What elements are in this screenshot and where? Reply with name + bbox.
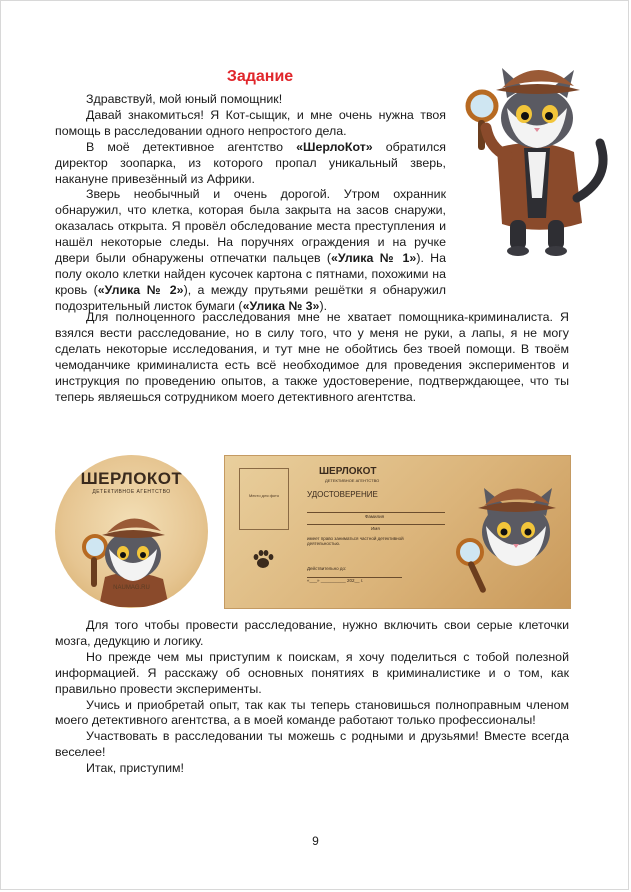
assistant-paragraph: Для полноценного расследования мне не хватает помощника-криминалиста. Я взялся вести расследование, но в силу того, что у меня не руки, а лапы, я не могу сделать некоторые исследования, и тут мне не обойтись без твоей помощи. В твоём чемоданчике криминалиста есть всё необходимое для проведения экспериментов и инструкция по проведению опытов, а также удостоверение, подтверждающее, что ты теперь являешься сотрудником моего детективного агентства. <box>55 310 569 404</box>
rights-text: имеет право заниматься частной детективной деятельностью. <box>307 536 404 546</box>
certificate-cat-icon <box>450 472 568 604</box>
surname-label: Фамилия <box>365 514 385 519</box>
ending-text <box>55 618 569 777</box>
page-number: 9 <box>312 834 319 848</box>
page-title: Задание <box>226 68 294 85</box>
certificate-logo-subtitle: ДЕТЕКТИВНОЕ АГЕНТСТВО <box>325 478 380 483</box>
clue-2-label: «Улика № 2» <box>97 282 184 297</box>
badge-logo: ШЕРЛОКОТ <box>80 469 183 488</box>
certificate-card <box>224 455 571 609</box>
greeting-paragraph: Здравствуй, мой юный помощник! <box>86 92 283 106</box>
detective-cat-illustration <box>462 48 612 258</box>
photo-placeholder: Место для фото <box>239 468 289 530</box>
date-template: «___» __________ 202__ г. <box>307 578 364 583</box>
deduction-paragraph: Для того чтобы провести расследование, нужно включить свои серые клеточки мозга, дедукцию и логику. <box>55 618 569 648</box>
name-label: Имя <box>371 526 380 531</box>
paw-print-icon <box>252 548 274 570</box>
valid-until-label: Действительно до: <box>307 566 347 571</box>
clue-3-label: «Улика № 3» <box>242 298 320 313</box>
case-paragraph: Зверь необычный и очень дорогой. Утром охранник обнаружил, что клетка, которая была закрыта на засов снаружи, оказалась открыта. Я провёл обследование места преступления и нашёл некоторые следы. На поручнях ограждения и на ручке двери были обнаружены отпечатки пальцев («Улика № 1»). На полу около клетки найден кусочек картона с пятнами, похожими на кровь («Улика № 2»), а между прутьями решётки я обнаружил подозрительный листок бумаги («Улика № 3»). <box>55 187 446 313</box>
start-paragraph: Итак, приступим! <box>86 761 184 776</box>
badge-website: NAUMAG.RU <box>113 585 150 591</box>
badge-subtitle: ДЕТЕКТИВНОЕ АГЕНТСТВО <box>92 489 171 495</box>
agency-paragraph: В моё детективное агентство «ШерлоКот» обратился директор зоопарка, из которого пропал уникальный зверь, накануне привезённый из Африки. <box>55 139 447 186</box>
clue-1-label: «Улика № 1» <box>330 251 417 266</box>
agency-badge <box>55 455 208 608</box>
certificate-heading: УДОСТОВЕРЕНИЕ <box>307 490 378 499</box>
introduction-paragraph: Давай знакомиться! Я Кот-сыщик, и мне очень нужна твоя помощь в расследовании одного непростого дела. <box>55 107 446 138</box>
name-line <box>307 524 445 525</box>
surname-line <box>307 512 445 513</box>
certificate-logo: ШЕРЛОКОТ <box>319 466 377 477</box>
agency-name: «ШерлоКот» <box>296 139 373 154</box>
experience-paragraph: Учись и приобретай опыт, так как ты теперь становишься полноправным членом моего детективного агентства, а в моей команде работают только профессионалы! <box>55 697 569 728</box>
intro-text <box>55 92 446 315</box>
middle-text <box>55 310 569 405</box>
information-paragraph: Но прежде чем мы приступим к поискам, я хочу поделиться с тобой полезной информацией. Я расскажу об основных понятиях в криминалистике и о том, как правильно провести эксперименты. <box>55 649 569 696</box>
friends-paragraph: Участвовать в расследовании ты можешь с родными и друзьями! Вместе всегда веселее! <box>55 729 569 760</box>
